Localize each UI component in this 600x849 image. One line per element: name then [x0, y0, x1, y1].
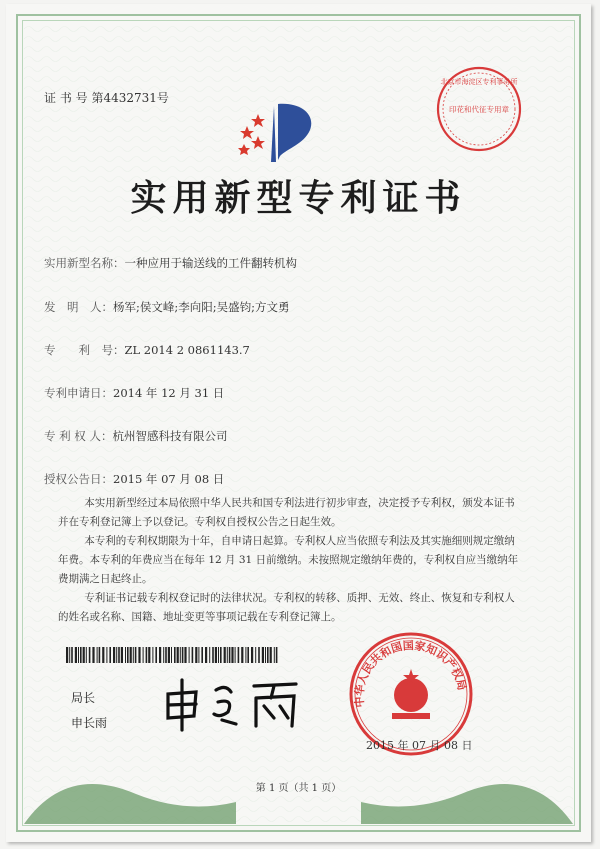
- barcode-bar: [215, 647, 217, 663]
- barcode-bar: [251, 647, 253, 663]
- barcode-bar: [276, 647, 278, 663]
- barcode-bar: [245, 647, 246, 663]
- barcode-bar: [267, 647, 269, 663]
- barcode-bar: [201, 647, 203, 663]
- field-patentee: 专 利 权 人：杭州智感科技有限公司: [44, 429, 228, 443]
- barcode-bar: [109, 647, 111, 663]
- barcode-bar: [143, 647, 144, 663]
- barcode-bar: [113, 647, 115, 663]
- barcode-bar: [97, 647, 98, 663]
- certificate-title: 实用新型专利证书: [130, 177, 467, 219]
- barcode-bar: [106, 647, 107, 663]
- barcode-bar: [133, 647, 134, 663]
- barcode-bar: [99, 647, 101, 663]
- barcode-bar: [174, 647, 176, 663]
- barcode-bar: [116, 647, 117, 663]
- barcode-bar: [86, 647, 87, 663]
- barcode-bar: [171, 647, 172, 663]
- barcode-bar: [159, 647, 161, 663]
- barcode-bar: [92, 647, 94, 663]
- certificate-number: 证 书 号 第4432731号: [44, 91, 169, 105]
- barcode-bar: [198, 647, 199, 663]
- barcode-bar: [66, 647, 68, 663]
- barcode-bar: [235, 647, 236, 663]
- barcode-bar: [177, 647, 179, 663]
- barcode-bar: [155, 647, 157, 663]
- barcode-bar: [238, 647, 240, 663]
- barcode-bar: [209, 647, 210, 663]
- barcode-bar: [102, 647, 104, 663]
- body-paragraph: 专利证书记载专利权登记时的法律状况。专利权的转移、质押、无效、终止、恢复和专利权人的姓名或名称、国籍、地址变更等事项记载在专利登记簿上。: [58, 592, 515, 623]
- barcode: [66, 647, 281, 663]
- barcode-bar: [163, 647, 164, 663]
- barcode-bar: [262, 647, 264, 663]
- barcode-bar: [212, 647, 214, 663]
- barcode-bar: [180, 647, 181, 663]
- field-application-date: 专利申请日：2014 年 12 月 31 日: [44, 386, 225, 400]
- barcode-bar: [89, 647, 91, 663]
- director-name: 申长雨: [71, 716, 108, 730]
- barcode-bar: [127, 647, 129, 663]
- barcode-bar: [80, 647, 82, 663]
- barcode-bar: [220, 647, 222, 663]
- barcode-bar: [165, 647, 167, 663]
- barcode-bar: [231, 647, 233, 663]
- cnipa-logo-icon: [238, 96, 328, 168]
- body-paragraph: 本专利的专利权期限为十年，自申请日起算。专利权人应当依照专利法及其实施细则规定缴纳年费。本专利的年费应当在每年 12 月 31 日前缴纳。未按照规定缴纳年费的，专利权自应当缴纳年费期满之日起终止。: [58, 535, 519, 585]
- barcode-bar: [224, 647, 226, 663]
- barcode-bar: [247, 647, 249, 663]
- barcode-bar: [138, 647, 140, 663]
- page-footer: 第 1 页（共 1 页）: [255, 783, 342, 794]
- barcode-bar: [83, 647, 85, 663]
- certificate-page: [6, 4, 591, 842]
- seal-text: 中华人民共和国国家知识产权局: [352, 639, 469, 709]
- barcode-bar: [152, 647, 153, 663]
- barcode-bar: [265, 647, 266, 663]
- barcode-bar: [218, 647, 219, 663]
- field-grant-date: 授权公告日：2015 年 07 月 08 日: [44, 472, 225, 486]
- barcode-bar: [182, 647, 184, 663]
- stamp-top-text: 北京市海淀区专利事务所: [440, 78, 518, 86]
- handwritten-signature: [156, 674, 306, 734]
- barcode-bar: [195, 647, 197, 663]
- barcode-bar: [168, 647, 170, 663]
- field-utility-name: 实用新型名称：一种应用于输送线的工件翻转机构: [44, 256, 297, 270]
- agency-stamp-icon: [434, 64, 524, 154]
- barcode-bar: [130, 647, 132, 663]
- barcode-bar: [75, 647, 77, 663]
- barcode-bar: [229, 647, 231, 663]
- barcode-bar: [258, 647, 260, 663]
- barcode-bar: [121, 647, 123, 663]
- barcode-bar: [148, 647, 150, 663]
- barcode-bar: [274, 647, 275, 663]
- barcode-bar: [184, 647, 186, 663]
- barcode-bar: [192, 647, 194, 663]
- field-inventors: 发 明 人：杨军;侯文峰;李向阳;吴盛钧;方文勇: [44, 300, 290, 314]
- barcode-bar: [146, 647, 148, 663]
- barcode-bar: [241, 647, 243, 663]
- barcode-bar: [118, 647, 120, 663]
- barcode-bar: [125, 647, 126, 663]
- barcode-bar: [189, 647, 190, 663]
- barcode-bar: [69, 647, 70, 663]
- body-text: [58, 494, 523, 627]
- body-paragraph: 本实用新型经过本局依照中华人民共和国专利法进行初步审查，决定授予专利权，颁发本证书并在专利登记簿上予以登记。专利权自授权公告之日起生效。: [58, 497, 515, 528]
- barcode-bar: [270, 647, 272, 663]
- director-title: 局长: [71, 691, 96, 705]
- barcode-bar: [78, 647, 79, 663]
- seal-date: 2015 年 07 月 08 日: [366, 739, 473, 752]
- barcode-bar: [227, 647, 228, 663]
- barcode-bar: [71, 647, 73, 663]
- barcode-bar: [135, 647, 137, 663]
- stamp-inner-text: 印花和代征专用章: [449, 105, 509, 114]
- field-patent-number: 专 利 号：ZL 2014 2 0861143.7: [44, 343, 250, 357]
- barcode-bar: [205, 647, 207, 663]
- barcode-bar: [255, 647, 256, 663]
